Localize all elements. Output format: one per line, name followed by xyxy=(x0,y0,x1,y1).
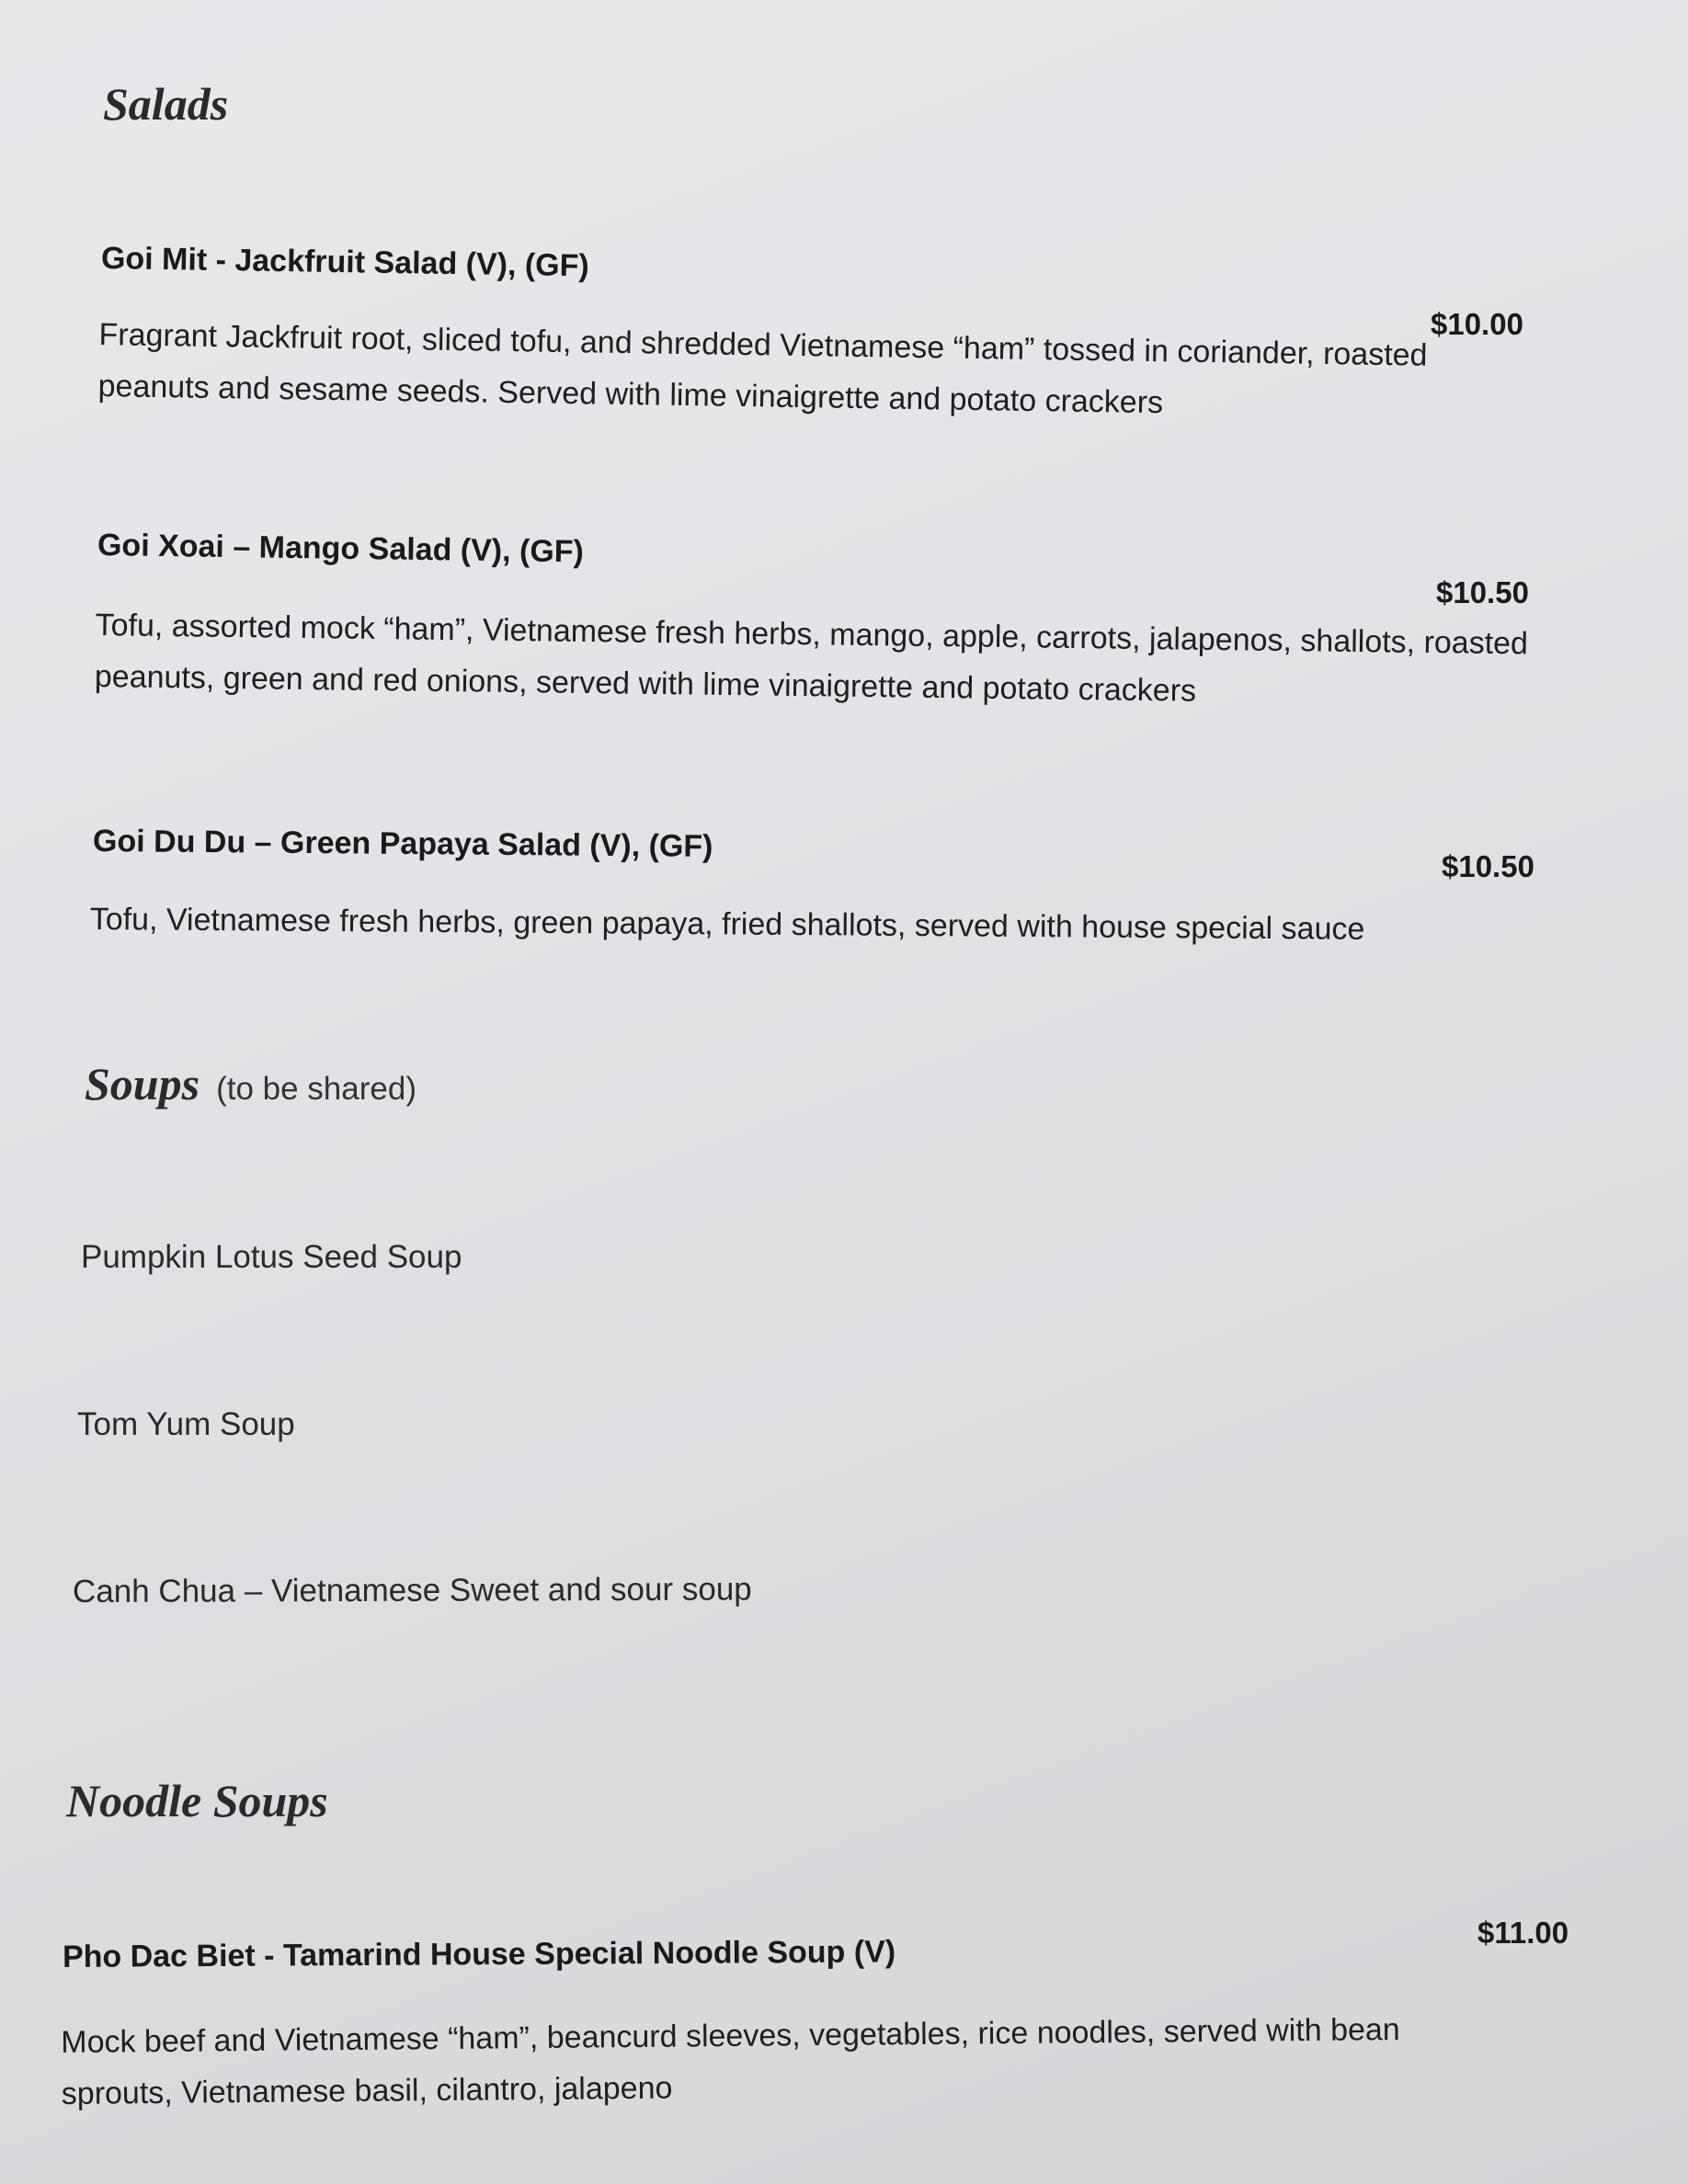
section-title-noodle-soups: Noodle Soups xyxy=(66,1775,328,1826)
item-price-papaya-salad: $10.50 xyxy=(1442,849,1534,883)
soups-note: (to be shared) xyxy=(216,1071,416,1107)
item-name-pho-dac-biet: Pho Dac Biet - Tamarind House Special Noodle Soup (V) xyxy=(62,1934,896,1974)
soup-item-canh-chua: Canh Chua – Vietnamese Sweet and sour soup xyxy=(72,1571,752,1610)
item-name-papaya-salad: Goi Du Du – Green Papaya Salad (V), (GF) xyxy=(92,824,713,864)
item-name-mango-salad: Goi Xoai – Mango Salad (V), (GF) xyxy=(97,528,585,570)
soup-item-tom-yum: Tom Yum Soup xyxy=(77,1406,295,1442)
soups-title-text: Soups xyxy=(85,1058,200,1109)
soup-item-pumpkin: Pumpkin Lotus Seed Soup xyxy=(81,1239,462,1275)
item-description-jackfruit-salad: Fragrant Jackfruit root, sliced tofu, and shredded Vietnamese “ham” tossed in coriander, roasted peanuts and sesame seeds. Served with lime vinaigrette and potato crackers xyxy=(97,316,1428,421)
item-price-pho-dac-biet: $11.00 xyxy=(1477,1916,1569,1950)
item-name-jackfruit-salad: Goi Mit - Jackfruit Salad (V), (GF) xyxy=(100,241,590,284)
item-description-mango-salad: Tofu, assorted mock “ham”, Vietnamese fresh herbs, mango, apple, carrots, jalapenos, shallots, roasted peanuts, green and red onions, served with lime vinaigrette and potato crackers xyxy=(94,607,1529,709)
item-price-mango-salad: $10.50 xyxy=(1436,575,1529,609)
item-price-jackfruit-salad: $10.00 xyxy=(1431,307,1523,341)
item-description-pho-dac-biet: Mock beef and Vietnamese “ham”, beancurd sleeves, vegetables, rice noodles, served with bean sprouts, Vietnamese basil, cilantro, jalapeno xyxy=(61,2012,1400,2111)
section-title-soups xyxy=(85,1057,416,1110)
section-title-salads: Salads xyxy=(103,78,229,130)
item-description-papaya-salad: Tofu, Vietnamese fresh herbs, green papaya, fried shallots, served with house special sauce xyxy=(89,901,1365,947)
